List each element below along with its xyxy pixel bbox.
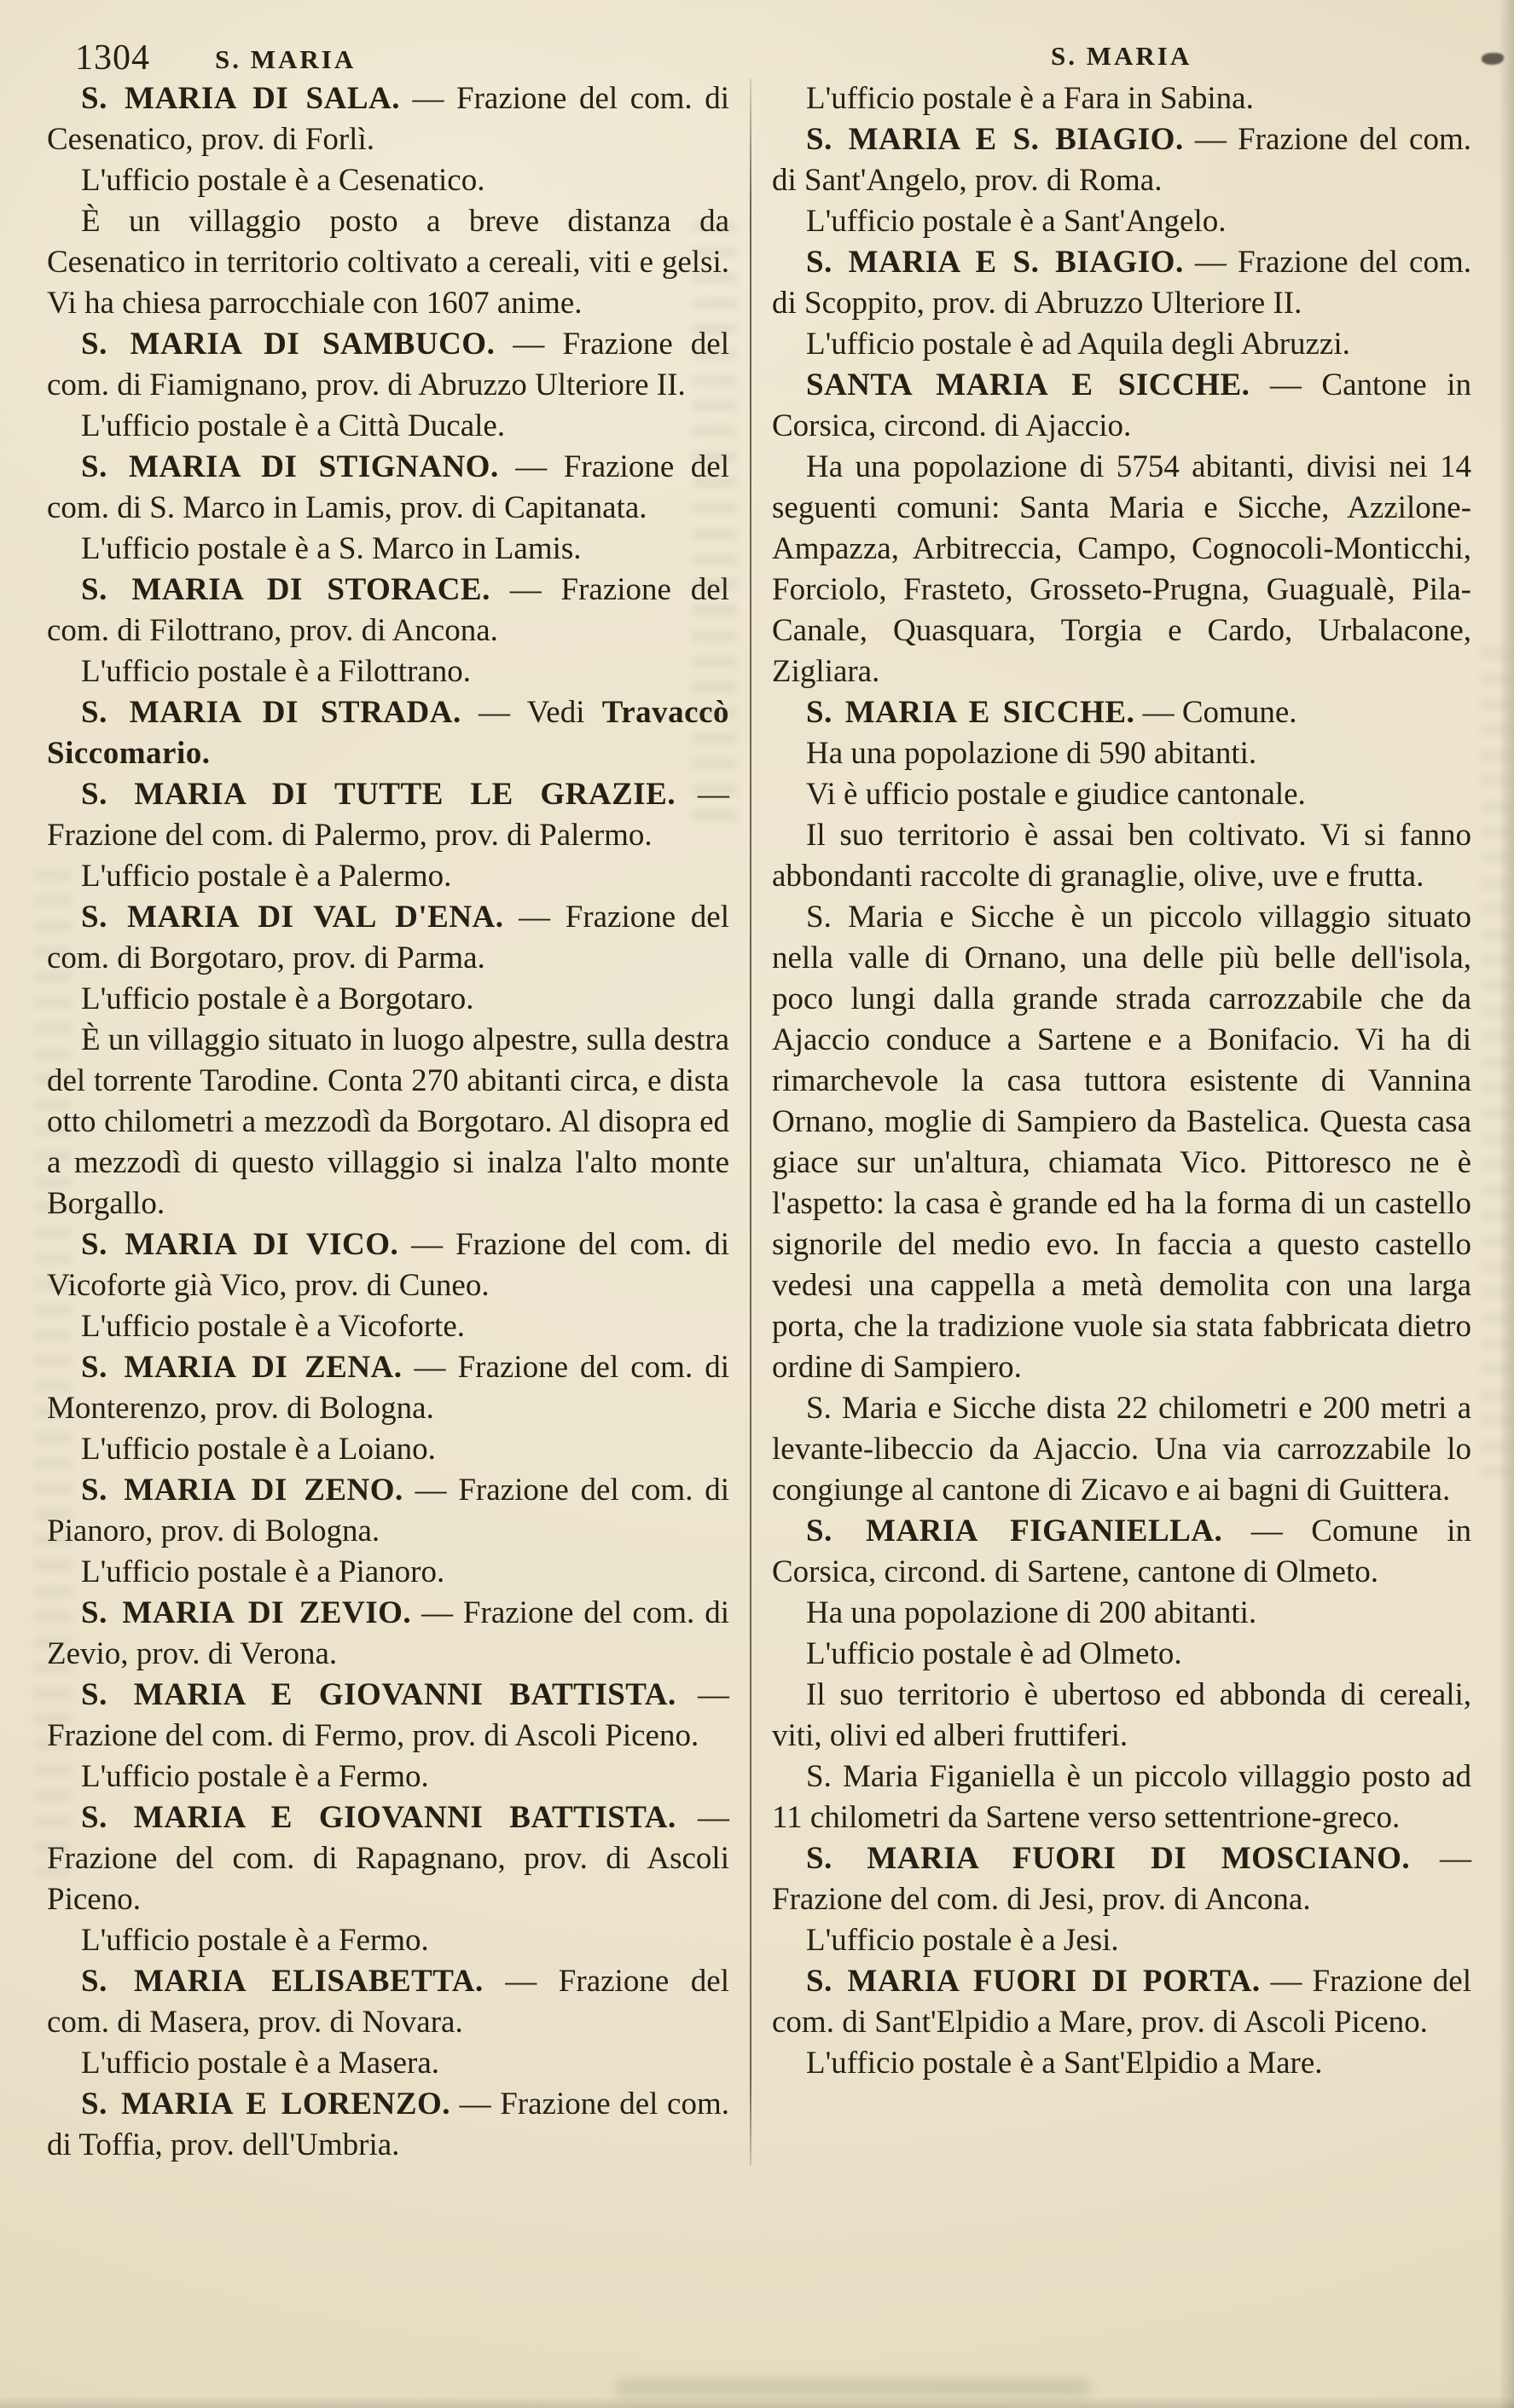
paragraph <box>772 1388 1471 1511</box>
body-text: — Frazione del com. di Palermo, prov. di Palermo. <box>47 777 730 853</box>
body-text: — Frazione del com. di Sant'Angelo, prov. di Roma. <box>772 122 1471 198</box>
body-text: — Frazione del com. di Monterenzo, prov. di Bologna. <box>47 1350 729 1426</box>
entry-heading: S. MARIA FUORI DI MOSCIANO. <box>806 1841 1411 1876</box>
entry-heading: S. MARIA FIGANIELLA. <box>806 1514 1223 1548</box>
paragraph <box>47 447 729 529</box>
body-text: L'ufficio postale è a Sant'Elpidio a Mare. <box>806 2046 1323 2081</box>
body-text: È un villaggio situato in luogo alpestre, sulla destra del torrente Tarodine. Conta 270 abitanti circa, e dista otto chilometri a mezzodì da Borgotaro. Al disopra ed a mezzodì di questo villaggio si inalza l'alto monte Borgallo. <box>47 1022 729 1221</box>
entry-heading: S. MARIA FUORI DI PORTA. <box>806 1964 1261 1999</box>
body-text: — Frazione del com. di Rapagnano, prov. di Ascoli Piceno. <box>47 1800 729 1917</box>
paragraph <box>772 1838 1471 1920</box>
paragraph <box>772 1675 1471 1757</box>
body-text: — Frazione del com. di Sant'Elpidio a Mare, prov. di Ascoli Piceno. <box>772 1964 1471 2040</box>
body-text: L'ufficio postale è a Vicoforte. <box>81 1309 465 1344</box>
text-columns <box>47 78 1473 2166</box>
paragraph <box>47 2043 729 2084</box>
body-text: — Comune in Corsica, circond. di Sartene, cantone di Olmeto. <box>772 1514 1471 1589</box>
page-edge-shadow <box>0 2396 1514 2408</box>
paragraph <box>772 733 1471 774</box>
entry-heading: S. MARIA DI VAL D'ENA. <box>81 900 504 935</box>
body-text: L'ufficio postale è a Filottrano. <box>81 654 472 689</box>
body-text: — Frazione del com. di Jesi, prov. di Ancona. <box>772 1841 1471 1917</box>
body-text: S. Maria e Sicche è un piccolo villaggio situato nella valle di Ornano, una delle più belle dell'isola, poco lungi dalla grande strada carrozzabile che da Ajaccio conduce a Sartene e a Bonifacio. Vi ha di rimarchevole la casa tuttora esistente di Vannina Ornano, moglie di Sampiero da Bastelica. Questa casa giace sur un'altura, chiamata Vico. Pittoresco ne è l'aspetto: la casa è grande ed ha la forma di un castello signorile del medio evo. In faccia a questo castello vedesi una cappella a metà demolita con una larga porta, che la tradizione vuole sia stata fabbricata dietro ordine di Sampiero. <box>772 900 1471 1385</box>
body-text: L'ufficio postale è a Masera. <box>81 2046 440 2081</box>
paragraph <box>47 1552 729 1593</box>
paragraph <box>47 1675 729 1757</box>
entry-heading: S. MARIA E S. BIAGIO. <box>806 122 1184 157</box>
paragraph <box>47 979 729 1020</box>
body-text: L'ufficio postale è a Fermo. <box>81 1923 429 1958</box>
paragraph <box>47 774 729 856</box>
body-text: S. Maria e Sicche dista 22 chilometri e 200 metri a levante-libeccio da Ajaccio. Una via carrozzabile lo congiunge al cantone di Zicavo e ai bagni di Guittera. <box>772 1391 1471 1508</box>
body-text: — Frazione del com. di Filottrano, prov. di Ancona. <box>47 572 729 648</box>
paragraph <box>47 856 729 897</box>
body-text: S. Maria Figaniella è un piccolo villaggio posto ad 11 chilometri da Sartene verso settentrione-greco. <box>772 1759 1471 1835</box>
body-text: — Frazione del com. di Borgotaro, prov. di Parma. <box>47 900 729 975</box>
body-text: Ha una popolazione di 200 abitanti. <box>806 1595 1257 1630</box>
paragraph <box>772 201 1471 242</box>
paragraph <box>47 160 729 201</box>
body-text: Ha una popolazione di 590 abitanti. <box>806 736 1257 771</box>
paragraph <box>47 1347 729 1429</box>
body-text: — Frazione del com. di Pianoro, prov. di Bologna. <box>47 1473 729 1548</box>
paragraph <box>772 1511 1471 1593</box>
body-text: È un villaggio posto a breve distanza da Cesenatico in territorio coltivato a cereali, viti e gelsi. Vi ha chiesa parrocchiale con 1607 anime. <box>47 204 729 321</box>
body-text: L'ufficio postale è ad Aquila degli Abruzzi. <box>806 327 1350 362</box>
page-edge-shadow <box>1499 0 1514 2408</box>
body-text: — Frazione del com. di Cesenatico, prov. di Forlì. <box>47 81 729 157</box>
paragraph <box>47 1020 729 1224</box>
paragraph <box>47 2084 729 2166</box>
body-text: — Frazione del com. di Fiamignano, prov. di Abruzzo Ulteriore II. <box>47 327 729 402</box>
scan-artifact <box>614 2379 1092 2396</box>
body-text: L'ufficio postale è a Cesenatico. <box>81 163 485 198</box>
paragraph <box>47 1429 729 1470</box>
left-column <box>47 78 729 2166</box>
paragraph <box>772 1593 1471 1634</box>
entry-heading: S. MARIA DI ZEVIO. <box>81 1595 412 1630</box>
paragraph <box>772 1757 1471 1838</box>
body-text: L'ufficio postale è a Fara in Sabina. <box>806 81 1254 116</box>
entry-heading: SANTA MARIA E SICCHE. <box>806 368 1250 402</box>
body-text: — Frazione del com. di Fermo, prov. di Ascoli Piceno. <box>47 1677 729 1753</box>
paragraph <box>772 447 1471 692</box>
body-text: L'ufficio postale è a S. Marco in Lamis. <box>81 531 582 566</box>
entry-heading: S. MARIA DI ZENA. <box>81 1350 403 1385</box>
body-text: L'ufficio postale è a Pianoro. <box>81 1554 445 1589</box>
entry-heading: S. MARIA DI VICO. <box>81 1227 399 1262</box>
paragraph <box>47 1593 729 1675</box>
paragraph <box>47 1757 729 1797</box>
body-text: L'ufficio postale è a Città Ducale. <box>81 408 506 443</box>
body-text: L'ufficio postale è a Sant'Angelo. <box>806 204 1227 239</box>
paragraph <box>772 324 1471 365</box>
entry-heading: S. MARIA E GIOVANNI BATTISTA. <box>81 1677 676 1712</box>
body-text: Il suo territorio è assai ben coltivato. Vi si fanno abbondanti raccolte di granaglie, olive, uve e frutta. <box>772 818 1471 894</box>
paragraph <box>47 1961 729 2043</box>
body-text: — Frazione del com. di S. Marco in Lamis, prov. di Capitanata. <box>47 449 729 525</box>
entry-heading: S. MARIA DI SALA. <box>81 81 400 116</box>
page-number: 1304 <box>75 38 150 78</box>
body-text: — Frazione del com. di Scoppito, prov. di Abruzzo Ulteriore II. <box>772 245 1471 321</box>
body-text: L'ufficio postale è a Borgotaro. <box>81 981 474 1016</box>
body-text: — Frazione del com. di Toffia, prov. dell'Umbria. <box>47 2087 729 2162</box>
paragraph <box>47 1797 729 1920</box>
paragraph <box>772 897 1471 1388</box>
paragraph <box>772 119 1471 201</box>
paragraph <box>47 78 729 160</box>
paragraph <box>772 1961 1471 2043</box>
body-text: — Frazione del com. di Vicoforte già Vico, prov. di Cuneo. <box>47 1227 729 1303</box>
paragraph <box>47 1920 729 1961</box>
body-text: — Cantone in Corsica, circond. di Ajaccio. <box>772 368 1471 443</box>
entry-heading: S. MARIA E SICCHE. <box>806 695 1135 730</box>
paragraph <box>47 1470 729 1552</box>
paragraph <box>772 815 1471 897</box>
body-text: L'ufficio postale è a Fermo. <box>81 1759 429 1794</box>
body-text: Vi è ufficio postale e giudice cantonale. <box>806 777 1306 812</box>
paragraph <box>47 529 729 570</box>
paragraph <box>47 1306 729 1347</box>
paragraph <box>772 365 1471 447</box>
body-text: Ha una popolazione di 5754 abitanti, divisi nei 14 seguenti comuni: Santa Maria e Sicche, Azzilone-Ampazza, Arbitreccia, Campo, Cognocoli-Monticchi, Forciolo, Frasteto, Grosseto-Prugna, Guagualè, Pila-Canale, Quasquara, Torgia e Cardo, Urbalacone, Zigliara. <box>772 449 1471 689</box>
body-text: L'ufficio postale è a Jesi. <box>806 1923 1119 1958</box>
entry-heading: S. MARIA DI SAMBUCO. <box>81 327 496 362</box>
entry-heading: S. MARIA DI STRADA. <box>81 695 461 730</box>
entry-heading: S. MARIA E LORENZO. <box>81 2087 451 2121</box>
paragraph <box>772 1920 1471 1961</box>
paragraph <box>772 2043 1471 2084</box>
entry-heading: S. MARIA E S. BIAGIO. <box>806 245 1184 280</box>
body-text: Il suo territorio è ubertoso ed abbonda di cereali, viti, olivi ed alberi fruttiferi. <box>772 1677 1471 1753</box>
paragraph <box>47 570 729 651</box>
entry-heading: Travaccò Siccomario. <box>47 695 729 771</box>
paragraph <box>47 324 729 406</box>
right-column <box>772 78 1471 2166</box>
body-text: — Vedi <box>461 695 602 730</box>
running-head-left: S. MARIA <box>215 44 357 74</box>
entry-heading: S. MARIA DI TUTTE LE GRAZIE. <box>81 777 676 812</box>
paragraph <box>47 651 729 692</box>
paragraph <box>47 897 729 979</box>
entry-heading: S. MARIA E GIOVANNI BATTISTA. <box>81 1800 676 1835</box>
entry-heading: S. MARIA DI STORACE. <box>81 572 490 607</box>
paragraph <box>47 692 729 774</box>
paragraph <box>47 201 729 324</box>
paragraph <box>47 406 729 447</box>
body-text: L'ufficio postale è ad Olmeto. <box>806 1636 1182 1671</box>
paragraph <box>47 1224 729 1306</box>
body-text: — Frazione del com. di Zevio, prov. di Verona. <box>47 1595 729 1671</box>
running-head-right: S. MARIA <box>1051 41 1192 71</box>
paragraph <box>772 774 1471 815</box>
scan-artifact <box>1482 53 1504 65</box>
paragraph <box>772 692 1471 733</box>
body-text: — Comune. <box>1134 695 1297 730</box>
body-text: — Frazione del com. di Masera, prov. di Novara. <box>47 1964 729 2040</box>
body-text: L'ufficio postale è a Loiano. <box>81 1432 436 1467</box>
body-text: L'ufficio postale è a Palermo. <box>81 859 452 894</box>
paragraph <box>772 242 1471 324</box>
entry-heading: S. MARIA DI ZENO. <box>81 1473 403 1508</box>
paragraph <box>772 78 1471 119</box>
entry-heading: S. MARIA DI STIGNANO. <box>81 449 499 484</box>
paragraph <box>772 1634 1471 1675</box>
entry-heading: S. MARIA ELISABETTA. <box>81 1964 484 1999</box>
scan-artifact <box>1481 648 1510 1484</box>
column-divider <box>750 78 751 2166</box>
